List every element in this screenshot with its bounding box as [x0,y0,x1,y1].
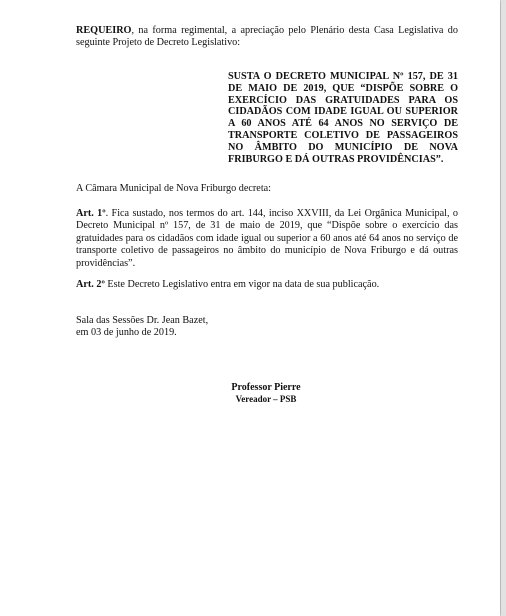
article-2 [76,279,458,291]
request-lead: REQUEIRO [76,25,132,36]
signer-name: Professor Pierre [231,382,301,393]
ementa-block: SUSTA O DECRETO MUNICIPAL Nº 157, DE 31 DE MAIO DE 2019, QUE “DISPÕE SOBRE O EXERCÍCIO DAS GRATUIDADES PARA OS CIDADÃOS COM IDADE IGUAL OU SUPERIOR A 60 ANOS ATÉ 64 ANOS NO SERVIÇO DE TRANSPORTE COLETIVO DE PASSAGEIROS NO ÂMBITO DO MUNICÍPIO DE NOVA FRIBURGO E DÁ OUTRAS PROVIDÊNCIAS”. [228,71,458,165]
session-line-2: em 03 de junho de 2019. [76,327,177,339]
vertical-scrollbar[interactable] [501,0,506,616]
article-1-label: Art. 1º [76,208,106,219]
decree-intro: A Câmara Municipal de Nova Friburgo decreta: [76,183,272,194]
article-1 [76,208,458,270]
session-location [76,315,458,340]
request-paragraph [76,25,458,50]
article-1-text: . Fica sustado, nos termos do art. 144, inciso XXVIII, da Lei Orgânica Municipal, o Decreto Municipal nº 157, de 31 de maio de 2019, que “Dispõe sobre o exercício das gratuidades para os cidadãos com idade igual ou superior a 60 anos até 64 anos no serviço de transporte coletivo de passageiros no âmbito do município de Nova Friburgo e dá outras providências”. [76,208,458,269]
request-text: , na forma regimental, a apreciação pelo Plenário desta Casa Legislativa do seguinte Projeto de Decreto Legislativo: [76,25,458,49]
article-2-label: Art. 2º [76,279,105,290]
session-line-1: Sala das Sessões Dr. Jean Bazet, [76,315,209,326]
signer-role: Vereador – PSB [235,394,297,404]
article-2-text: Este Decreto Legislativo entra em vigor na data de sua publicação. [104,279,380,290]
